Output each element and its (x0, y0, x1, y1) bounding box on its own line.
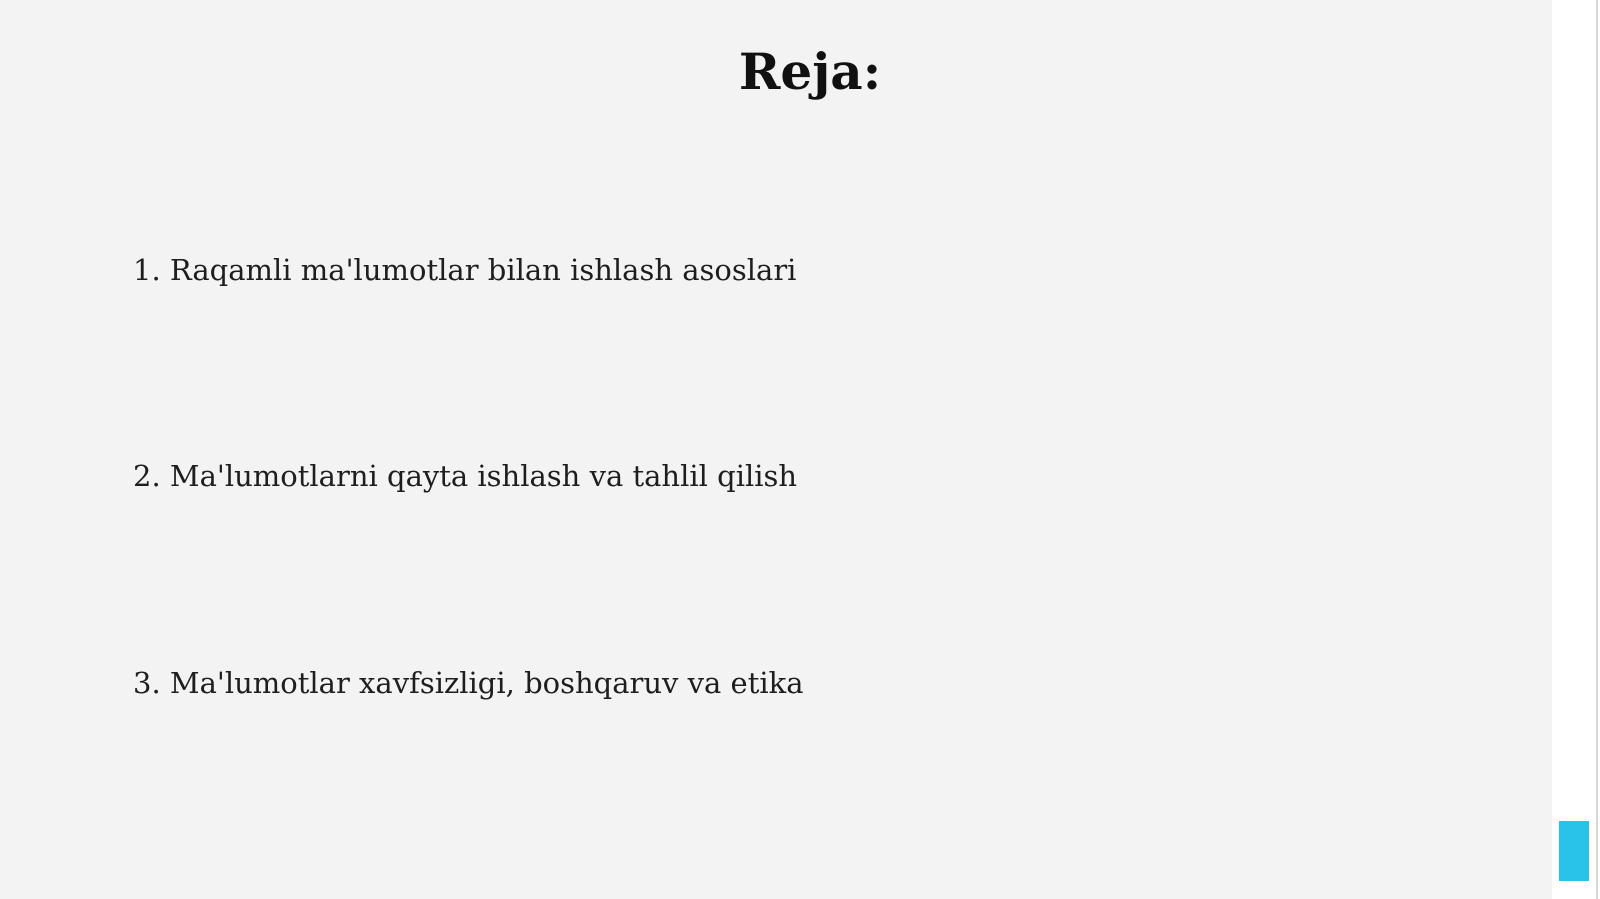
scrollbar-thumb[interactable] (1559, 821, 1589, 881)
scrollbar-track[interactable] (1552, 0, 1600, 899)
plan-item-3: 3. Ma'lumotlar xavfsizligi, boshqaruv va etika (133, 666, 804, 700)
scrollbar-edge (1596, 0, 1598, 899)
slide-title: Reja: (738, 42, 882, 101)
plan-item-1: 1. Raqamli ma'lumotlar bilan ishlash asoslari (133, 253, 797, 287)
plan-item-2: 2. Ma'lumotlarni qayta ishlash va tahlil qilish (133, 459, 798, 493)
